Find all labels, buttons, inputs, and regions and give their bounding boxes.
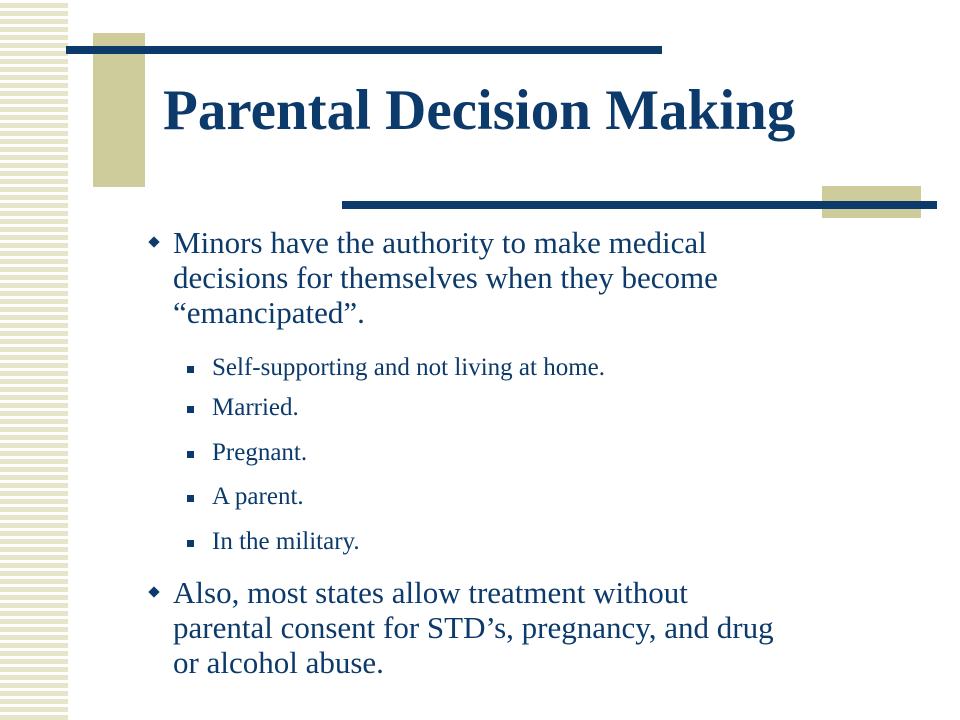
square-bullet-icon [187, 406, 194, 413]
title-top-rule [66, 46, 662, 54]
margin-divider [68, 0, 70, 720]
diamond-bullet-icon [148, 236, 159, 247]
square-bullet-icon [187, 540, 194, 547]
sub-item-label: Self-supporting and not living at home. [212, 354, 606, 381]
sub-item-label: A parent. [212, 483, 304, 510]
diamond-bullet-icon [148, 586, 159, 597]
tan-accent-block-left [93, 33, 145, 187]
title-bottom-rule [342, 201, 937, 209]
bullet-states-allow-treatment [173, 575, 774, 680]
bullet-emancipated-minors [173, 225, 718, 330]
sub-item-label: Married. [212, 394, 299, 421]
square-bullet-icon [187, 366, 194, 373]
bullet-line: Minors have the authority to make medical [173, 225, 707, 260]
sub-item-self-supporting [212, 353, 605, 383]
sub-item-label: Pregnant. [212, 439, 308, 466]
square-bullet-icon [187, 451, 194, 458]
square-bullet-icon [187, 495, 194, 502]
bullet-line: or alcohol abuse. [173, 645, 384, 680]
sub-item-label: In the military. [212, 528, 360, 555]
striped-margin-decoration [0, 0, 68, 720]
sub-item-a-parent [212, 482, 304, 512]
bullet-line: “emancipated”. [173, 295, 365, 330]
bullet-line: parental consent for STD’s, pregnancy, and drug [173, 610, 774, 645]
bullet-line: Also, most states allow treatment without [173, 575, 688, 610]
sub-item-pregnant [212, 438, 307, 468]
sub-item-married [212, 393, 299, 423]
sub-item-military [212, 527, 360, 557]
bullet-line: decisions for themselves when they become [173, 260, 718, 295]
slide-title: Parental Decision Making [163, 79, 796, 142]
